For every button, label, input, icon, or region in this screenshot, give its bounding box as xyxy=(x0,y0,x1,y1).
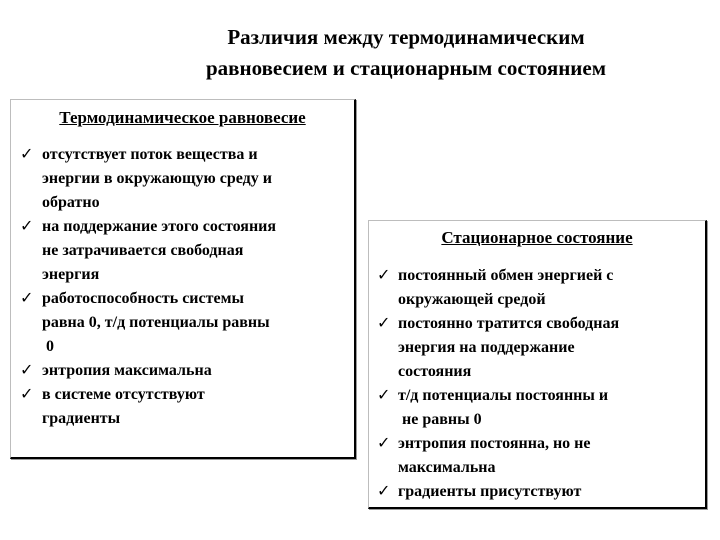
list-item: ✓ постоянно тратится свободная энергия на поддержание состояния xyxy=(369,312,705,384)
page-title xyxy=(0,22,720,84)
checkmark-icon: ✓ xyxy=(377,435,391,452)
thermodynamic-equilibrium-box xyxy=(10,99,356,459)
list-item: ✓ постоянный обмен энергией с окружающей средой xyxy=(369,264,705,312)
title-line-1: Различия между термодинамическим xyxy=(227,25,585,49)
checkmark-icon: ✓ xyxy=(20,386,34,403)
stationary-state-list xyxy=(369,264,705,504)
list-item: ✓ энтропия постоянна, но не максимальна xyxy=(369,432,705,480)
title-line-2: равновесием и стационарным состоянием xyxy=(205,56,607,80)
thermodynamic-equilibrium-heading: Термодинамическое равновесие xyxy=(59,108,306,127)
checkmark-icon: ✓ xyxy=(20,290,34,307)
list-item: ✓ отсутствует поток вещества и энергии в окружающую среду и обратно xyxy=(11,143,354,215)
list-item: ✓ градиенты присутствуют xyxy=(369,480,705,504)
list-item: ✓ на поддержание этого состояния не затрачивается свободная энергия xyxy=(11,215,354,287)
list-item: ✓ в системе отсутствуют градиенты xyxy=(11,383,354,431)
stationary-state-box xyxy=(368,220,707,509)
checkmark-icon: ✓ xyxy=(377,315,391,332)
checkmark-icon: ✓ xyxy=(20,218,34,235)
checkmark-icon: ✓ xyxy=(20,146,34,163)
checkmark-icon: ✓ xyxy=(20,362,34,379)
list-item: ✓ энтропия максимальна xyxy=(11,359,354,383)
checkmark-icon: ✓ xyxy=(377,267,391,284)
checkmark-icon: ✓ xyxy=(377,483,391,500)
list-item: ✓ работоспособность системы равна 0, т/д потенциалы равны 0 xyxy=(11,287,354,359)
stationary-state-heading: Стационарное состояние xyxy=(441,228,633,247)
thermodynamic-equilibrium-list xyxy=(11,143,354,431)
list-item: ✓ т/д потенциалы постоянны и не равны 0 xyxy=(369,384,705,432)
checkmark-icon: ✓ xyxy=(377,387,391,404)
